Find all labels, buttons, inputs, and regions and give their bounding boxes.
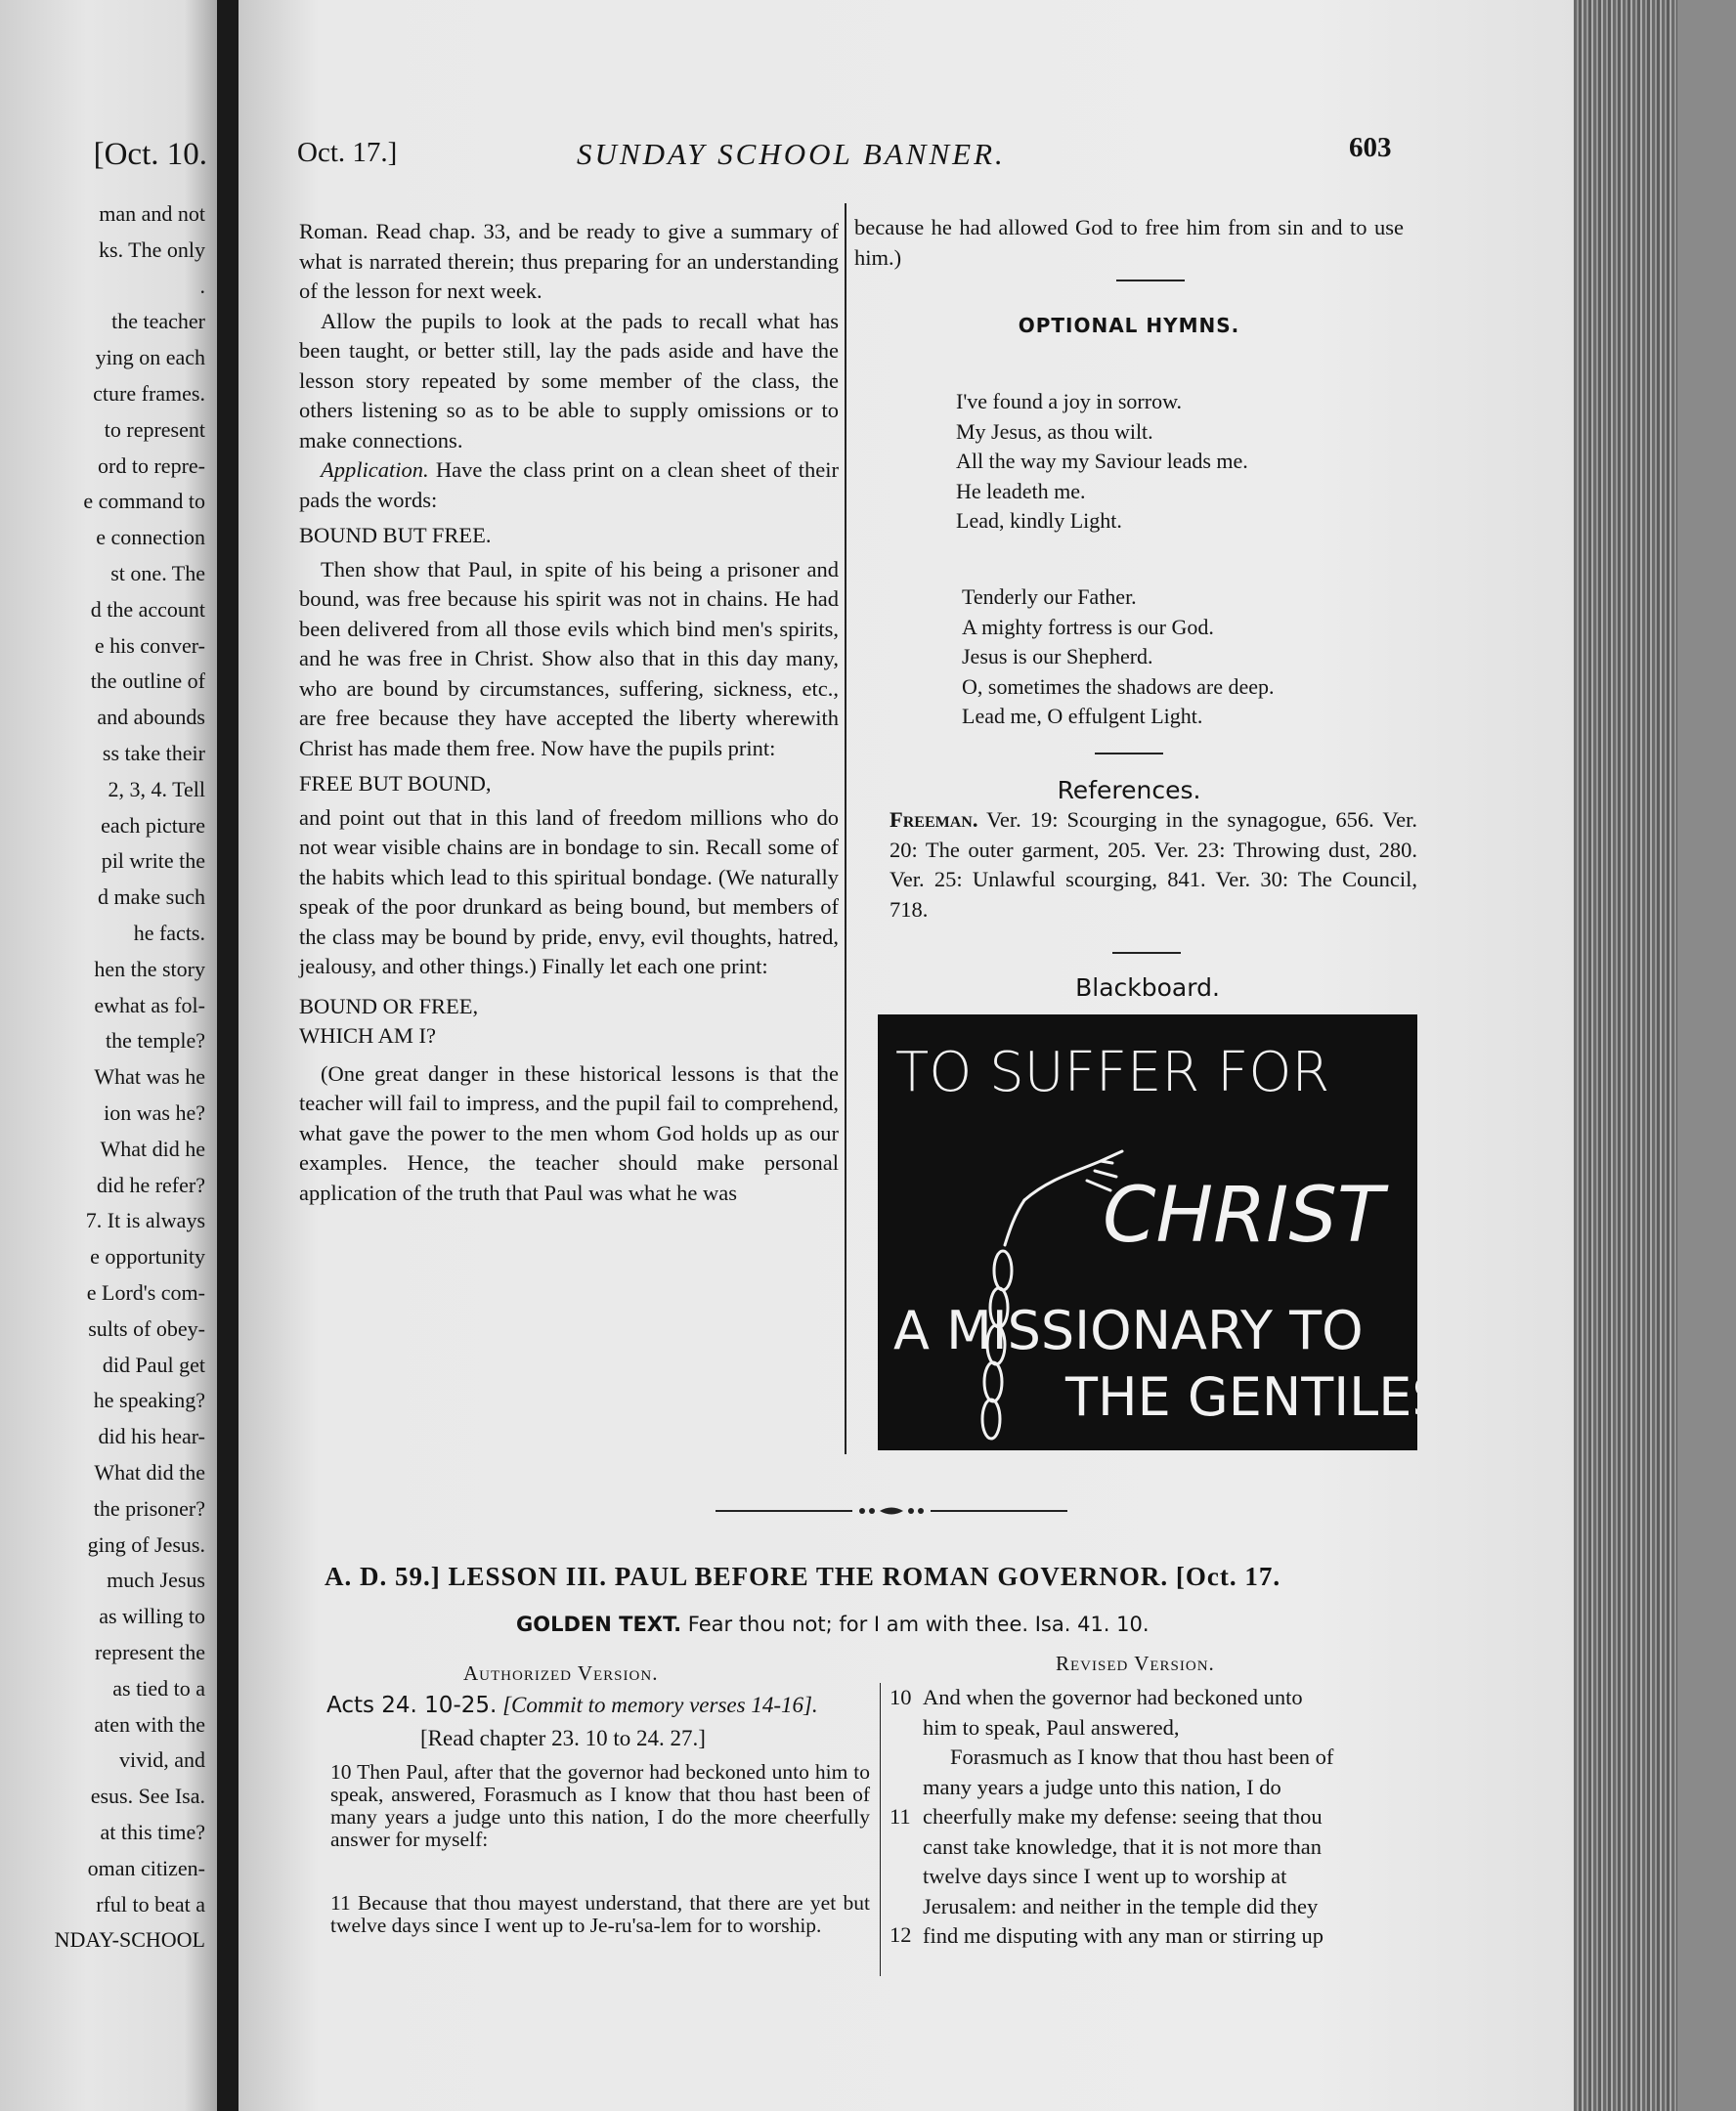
- application-label: Application.: [321, 457, 429, 482]
- golden-label: GOLDEN TEXT.: [516, 1613, 682, 1636]
- left-page-line: What was he: [94, 1064, 205, 1090]
- left-page-line: ss take their: [102, 741, 205, 765]
- print-heading: BOUND BUT FREE.: [299, 523, 492, 547]
- references-text: [890, 805, 1417, 925]
- revised-line: And when the governor had beckoned unto: [923, 1685, 1303, 1709]
- lesson-title: A. D. 59.] LESSON III. PAUL BEFORE THE ROMAN GOVERNOR. [Oct. 17.: [325, 1562, 1281, 1591]
- authorized-reference: [326, 1693, 818, 1718]
- print-heading: WHICH AM I?: [299, 1023, 436, 1048]
- header-date: Oct. 17.]: [297, 137, 398, 168]
- left-page-line: cture frames.: [93, 381, 205, 406]
- left-column: [299, 217, 839, 1208]
- hymn-item: I've found a joy in sorrow.: [956, 389, 1183, 413]
- left-page-line: did his hear-: [98, 1424, 205, 1449]
- left-page-line: What did he: [100, 1136, 205, 1161]
- verse-number: 12: [890, 1922, 912, 1947]
- left-page-line: represent the: [95, 1640, 205, 1664]
- paragraph: Roman. Read chap. 33, and be ready to give a summary of what is narrated therein; thus preparing for an understanding of the lesson for next week.: [299, 219, 839, 303]
- revised-line: find me disputing with any man or stirring up: [923, 1923, 1324, 1948]
- left-page-line: the teacher: [111, 309, 205, 334]
- left-page-line: What did the: [94, 1460, 205, 1485]
- left-page-line: at this time?: [100, 1820, 205, 1844]
- left-page-line: did Paul get: [102, 1352, 205, 1377]
- revised-line: Forasmuch as I know that thou hast been of: [950, 1745, 1334, 1769]
- left-page-line: esus. See Isa.: [90, 1784, 205, 1809]
- chain-link: [982, 1400, 1000, 1439]
- blackboard-line4: THE GENTILES: [1065, 1366, 1417, 1428]
- scripture-ref: Acts 24. 10-25.: [326, 1693, 498, 1718]
- references-title: References.: [1057, 776, 1201, 804]
- print-heading: BOUND OR FREE,: [299, 993, 479, 1018]
- left-page-line: vivid, and: [119, 1747, 205, 1773]
- version-divider: [880, 1683, 881, 1976]
- revised-line: cheerfully make my defense: seeing that thou: [923, 1804, 1323, 1829]
- chain-link: [984, 1362, 1002, 1401]
- references-label: Freeman.: [890, 807, 978, 832]
- left-page-header: [Oct. 10.: [93, 137, 207, 172]
- commit-note: [Commit to memory verses 14-16].: [502, 1693, 818, 1717]
- golden-body: Fear thou not; for I am with thee. Isa. 41. 10.: [687, 1613, 1150, 1636]
- hymn-item: My Jesus, as thou wilt.: [956, 418, 1153, 444]
- section-rule: [1116, 280, 1185, 281]
- blackboard-illustration: [878, 1014, 1417, 1450]
- blackboard-line3: A MISSIONARY TO: [893, 1300, 1364, 1361]
- blackboard-drawing: [878, 1014, 1417, 1450]
- references-body: Ver. 19: Scourging in the synagogue, 656. Ver. 20: The outer garment, 205. Ver. 23: Throwing dust, 280. Ver. 25: Unlawful scourging, 841. Ver. 30: The Council, 718.: [890, 807, 1418, 922]
- left-page-line: d make such: [98, 884, 205, 910]
- left-page-line: and abounds: [97, 705, 205, 730]
- revised-line: him to speak, Paul answered,: [923, 1714, 1180, 1740]
- revised-text: [923, 1683, 1411, 1952]
- left-page-line: as tied to a: [112, 1675, 205, 1701]
- revised-line: Jerusalem: and neither in the temple did they: [923, 1893, 1319, 1918]
- column-divider: [845, 203, 846, 1454]
- blackboard-line2: CHRIST: [1103, 1172, 1384, 1260]
- hymn-item: Jesus is our Shepherd.: [962, 644, 1153, 668]
- blackboard-title: Blackboard.: [1075, 973, 1220, 1002]
- left-page-line: to represent: [104, 416, 205, 442]
- revised-line: many years a judge unto this nation, I do: [923, 1774, 1281, 1799]
- section-rule: [1112, 952, 1181, 954]
- left-page-line: did he refer?: [96, 1172, 205, 1197]
- left-page-line: he speaking?: [93, 1388, 205, 1413]
- left-page-line: ging of Jesus.: [87, 1531, 205, 1557]
- authorized-heading: Authorized Version.: [463, 1661, 659, 1685]
- verse-number: 10: [890, 1685, 912, 1709]
- blackboard-line1: TO SUFFER FOR: [895, 1041, 1330, 1104]
- left-page-line: e connection: [96, 525, 205, 550]
- chain-link: [994, 1251, 1012, 1290]
- verse-number: 11: [890, 1803, 911, 1829]
- left-page-edge: [0, 0, 217, 2111]
- hymn-list: [962, 582, 1392, 732]
- left-page-line: d the account: [90, 596, 205, 622]
- left-page-line: the prisoner?: [93, 1495, 205, 1521]
- hymn-item: He leadeth me.: [956, 478, 1086, 503]
- right-column: [854, 213, 1404, 273]
- revised-heading: Revised Version.: [1056, 1652, 1215, 1675]
- book-gutter: [217, 0, 239, 2111]
- left-page-line: e his conver-: [94, 632, 205, 658]
- left-page-line: 7. It is always: [85, 1208, 205, 1233]
- revised-line: canst take knowledge, that it is not more than: [923, 1833, 1323, 1859]
- left-page-line: NDAY-SCHOOL: [54, 1927, 205, 1953]
- paragraph: Allow the pupils to look at the pads to recall what has been taught, or better still, lay the pads aside and have the lesson story repeated by some member of the class, the others listening so as to be able to supply omissions or to make connections.: [299, 308, 839, 452]
- book-cover: [1677, 0, 1736, 2111]
- hymn-item: Lead, kindly Light.: [956, 508, 1122, 533]
- application-text: Have the class print on a clean sheet of their pads the words:: [299, 457, 839, 512]
- left-page-line: e command to: [83, 489, 205, 514]
- left-page-line: ewhat as fol-: [94, 992, 205, 1017]
- paragraph: Then show that Paul, in spite of his being a prisoner and bound, was free because his spirit was not in chains. He had been delivered from all those evils which bind men's spirits, and he was free in Christ. Show also that in this day many, who are bound by circumstances, suffering, sickness, etc., are free because they have accepted the liberty wherewith Christ has made them free. Now have the pupils print:: [299, 556, 839, 760]
- header-title: SUNDAY SCHOOL BANNER.: [577, 137, 1006, 171]
- left-page-line: much Jesus: [107, 1568, 205, 1593]
- left-page-line: pil write the: [101, 848, 205, 874]
- left-page-line: rful to beat a: [96, 1891, 205, 1917]
- left-page-line: the temple?: [105, 1028, 205, 1054]
- left-page-line: e opportunity: [90, 1244, 205, 1270]
- references: [890, 805, 1417, 925]
- paragraph: and point out that in this land of freedom millions who do not wear visible chains are in bondage to sin. Recall some of the habits which lead to this spiritual bondage. (We naturally speak of the poor drunkard as being bound, but members of the class may be bound by pride, envy, evil thoughts, hatred, jealousy, and other things.) Finally let each one print:: [299, 804, 839, 978]
- hymn-list: [956, 387, 1386, 537]
- left-page-line: hen the story: [94, 956, 205, 981]
- left-page-line: aten with the: [94, 1711, 205, 1737]
- revised-line: twelve days since I went up to worship at: [923, 1864, 1287, 1888]
- left-page-line: e Lord's com-: [86, 1280, 205, 1305]
- book-page-edges: [1574, 0, 1736, 2111]
- left-page-line: oman citizen-: [87, 1855, 205, 1880]
- left-page-line: each picture: [101, 812, 205, 838]
- left-page-line: the outline of: [90, 668, 205, 694]
- paragraph: because he had allowed God to free him from sin and to use him.): [854, 215, 1404, 270]
- section-ornament: [716, 1501, 1067, 1521]
- left-page-line: ying on each: [95, 345, 205, 370]
- hymn-item: Tenderly our Father.: [962, 584, 1137, 609]
- left-page-line: ord to repre-: [98, 452, 205, 478]
- read-chapter: [Read chapter 23. 10 to 24. 27.]: [420, 1726, 706, 1750]
- verse-10: 10 Then Paul, after that the governor had beckoned unto him to speak, answered, Forasmuch as I know that thou hast been of many years a judge unto this nation, I do the more cheerfully answer for myself:: [330, 1760, 870, 1851]
- left-page-line: ion was he?: [104, 1100, 205, 1125]
- page-number: 603: [1349, 132, 1392, 163]
- left-page-line: he facts.: [133, 921, 205, 945]
- verse-11: 11 Because that thou mayest understand, that there are yet but twelve days since I went up to Je-ru'sa-lem for to worship.: [330, 1891, 870, 1937]
- left-page-line: sults of obey-: [88, 1315, 205, 1341]
- left-page-line: 2, 3, 4. Tell: [108, 776, 205, 801]
- hymn-item: Lead me, O effulgent Light.: [962, 704, 1203, 728]
- section-rule: [1095, 753, 1163, 754]
- golden-text: [516, 1613, 1150, 1636]
- wrist-drawing: [1005, 1200, 1024, 1245]
- hymn-item: A mighty fortress is our God.: [962, 614, 1214, 639]
- hymn-item: All the way my Saviour leads me.: [956, 449, 1248, 473]
- paragraph: [299, 455, 839, 515]
- left-page-line: as willing to: [99, 1604, 205, 1629]
- hymns-title: OPTIONAL HYMNS.: [1018, 314, 1240, 337]
- hymn-item: O, sometimes the shadows are deep.: [962, 673, 1275, 699]
- left-page-line: man and not: [99, 201, 205, 226]
- paragraph: (One great danger in these historical lessons is that the teacher will fail to impress, and the pupil fail to comprehend, what gave the power to the men whom God holds up as our examples. Hence, the teacher should make personal application of the truth that Paul was what he was: [299, 1060, 839, 1205]
- left-page-line: .: [199, 273, 205, 298]
- left-page-line: st one. The: [110, 561, 205, 585]
- left-page-line: ks. The only: [99, 237, 205, 262]
- print-heading: FREE BUT BOUND,: [299, 771, 492, 796]
